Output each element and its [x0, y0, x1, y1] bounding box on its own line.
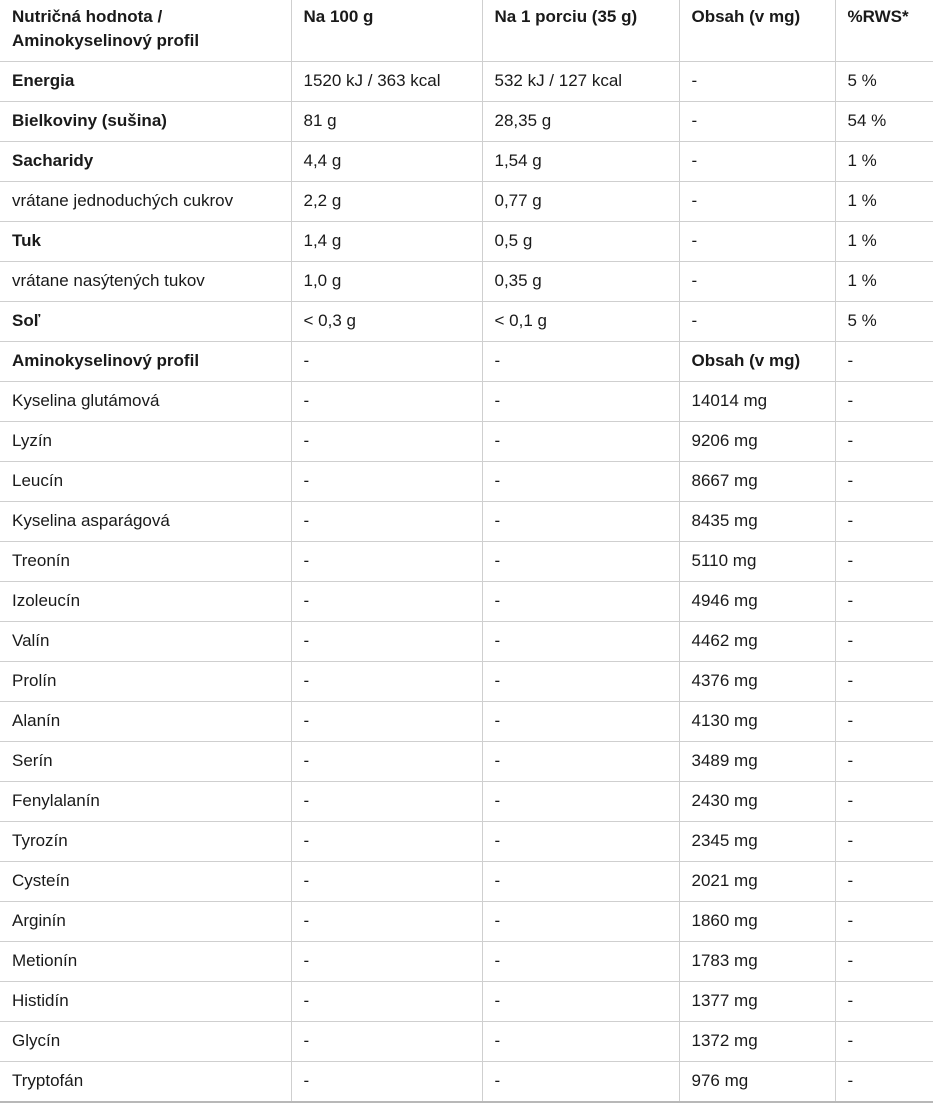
cell-content-mg: 2021 mg	[679, 862, 835, 902]
cell-per-100g: -	[291, 942, 482, 982]
cell-per-100g: < 0,3 g	[291, 302, 482, 342]
cell-rws: -	[835, 502, 933, 542]
cell-content-mg: 1372 mg	[679, 1022, 835, 1062]
cell-per-100g: 81 g	[291, 102, 482, 142]
cell-content-mg: -	[679, 102, 835, 142]
cell-per-100g: -	[291, 382, 482, 422]
cell-nutrient: Metionín	[0, 942, 291, 982]
cell-rws: -	[835, 782, 933, 822]
cell-nutrient: Izoleucín	[0, 582, 291, 622]
cell-content-mg: -	[679, 222, 835, 262]
cell-nutrient: Valín	[0, 622, 291, 662]
cell-per-portion: -	[482, 662, 679, 702]
cell-rws: 5 %	[835, 302, 933, 342]
cell-content-mg: 3489 mg	[679, 742, 835, 782]
cell-rws: -	[835, 582, 933, 622]
cell-per-100g: -	[291, 462, 482, 502]
table-row	[0, 382, 933, 422]
table-row	[0, 1062, 933, 1103]
cell-nutrient: Energia	[0, 62, 291, 102]
cell-content-mg: 5110 mg	[679, 542, 835, 582]
cell-content-mg: Obsah (v mg)	[679, 342, 835, 382]
cell-nutrient: Arginín	[0, 902, 291, 942]
cell-per-100g: -	[291, 902, 482, 942]
table-row	[0, 542, 933, 582]
cell-per-100g: -	[291, 702, 482, 742]
cell-nutrient: vrátane nasýtených tukov	[0, 262, 291, 302]
table-row	[0, 1022, 933, 1062]
table-row	[0, 502, 933, 542]
cell-rws: -	[835, 862, 933, 902]
cell-per-portion: 28,35 g	[482, 102, 679, 142]
cell-per-portion: -	[482, 542, 679, 582]
table-row	[0, 342, 933, 382]
cell-content-mg: -	[679, 182, 835, 222]
cell-per-portion: -	[482, 502, 679, 542]
cell-per-portion: -	[482, 942, 679, 982]
cell-rws: -	[835, 382, 933, 422]
table-row	[0, 742, 933, 782]
cell-rws: -	[835, 702, 933, 742]
cell-content-mg: 2345 mg	[679, 822, 835, 862]
cell-nutrient: Cysteín	[0, 862, 291, 902]
cell-rws: -	[835, 742, 933, 782]
table-row	[0, 702, 933, 742]
cell-per-portion: -	[482, 382, 679, 422]
cell-content-mg: -	[679, 262, 835, 302]
table-row	[0, 622, 933, 662]
cell-per-portion: < 0,1 g	[482, 302, 679, 342]
cell-content-mg: 1377 mg	[679, 982, 835, 1022]
table-header	[0, 0, 933, 62]
table-row	[0, 462, 933, 502]
header-content-mg: Obsah (v mg)	[679, 0, 835, 62]
table-row	[0, 942, 933, 982]
cell-content-mg: 14014 mg	[679, 382, 835, 422]
cell-per-100g: -	[291, 542, 482, 582]
cell-per-portion: -	[482, 622, 679, 662]
cell-nutrient: Sacharidy	[0, 142, 291, 182]
cell-rws: -	[835, 622, 933, 662]
cell-nutrient: Fenylalanín	[0, 782, 291, 822]
cell-content-mg: -	[679, 62, 835, 102]
cell-nutrient: Prolín	[0, 662, 291, 702]
cell-per-portion: -	[482, 1062, 679, 1103]
table-row	[0, 102, 933, 142]
cell-per-100g: 1520 kJ / 363 kcal	[291, 62, 482, 102]
cell-nutrient: Tyrozín	[0, 822, 291, 862]
table-row	[0, 262, 933, 302]
cell-per-100g: -	[291, 502, 482, 542]
table-row	[0, 822, 933, 862]
cell-nutrient: Bielkoviny (sušina)	[0, 102, 291, 142]
cell-rws: 54 %	[835, 102, 933, 142]
table-row	[0, 862, 933, 902]
cell-content-mg: -	[679, 302, 835, 342]
cell-content-mg: 8667 mg	[679, 462, 835, 502]
cell-per-portion: -	[482, 582, 679, 622]
cell-content-mg: 4946 mg	[679, 582, 835, 622]
cell-rws: -	[835, 342, 933, 382]
cell-per-portion: 0,5 g	[482, 222, 679, 262]
cell-rws: -	[835, 822, 933, 862]
cell-per-100g: -	[291, 1022, 482, 1062]
cell-per-portion: -	[482, 342, 679, 382]
cell-nutrient: Tryptofán	[0, 1062, 291, 1103]
cell-per-portion: -	[482, 822, 679, 862]
cell-per-portion: -	[482, 1022, 679, 1062]
cell-nutrient: Aminokyselinový profil	[0, 342, 291, 382]
cell-rws: -	[835, 422, 933, 462]
cell-content-mg: 8435 mg	[679, 502, 835, 542]
cell-rws: 1 %	[835, 222, 933, 262]
cell-per-100g: -	[291, 822, 482, 862]
table-body	[0, 62, 933, 1103]
cell-per-100g: -	[291, 662, 482, 702]
cell-content-mg: 1783 mg	[679, 942, 835, 982]
cell-content-mg: 1860 mg	[679, 902, 835, 942]
table-row	[0, 582, 933, 622]
cell-per-100g: -	[291, 1062, 482, 1103]
cell-per-100g: -	[291, 582, 482, 622]
header-per-100g: Na 100 g	[291, 0, 482, 62]
table-row	[0, 222, 933, 262]
table-row	[0, 982, 933, 1022]
cell-nutrient: Alanín	[0, 702, 291, 742]
cell-rws: -	[835, 1062, 933, 1103]
cell-per-100g: -	[291, 982, 482, 1022]
cell-per-100g: -	[291, 742, 482, 782]
header-per-portion: Na 1 porciu (35 g)	[482, 0, 679, 62]
cell-per-portion: -	[482, 742, 679, 782]
cell-content-mg: 2430 mg	[679, 782, 835, 822]
cell-rws: -	[835, 982, 933, 1022]
cell-per-100g: 1,4 g	[291, 222, 482, 262]
cell-nutrient: Serín	[0, 742, 291, 782]
cell-rws: -	[835, 662, 933, 702]
cell-nutrient: Soľ	[0, 302, 291, 342]
header-row	[0, 0, 933, 62]
cell-per-portion: 1,54 g	[482, 142, 679, 182]
cell-nutrient: Treonín	[0, 542, 291, 582]
cell-content-mg: -	[679, 142, 835, 182]
cell-content-mg: 4130 mg	[679, 702, 835, 742]
cell-per-portion: -	[482, 422, 679, 462]
table-row	[0, 62, 933, 102]
cell-per-portion: 0,35 g	[482, 262, 679, 302]
cell-rws: -	[835, 462, 933, 502]
cell-per-100g: 4,4 g	[291, 142, 482, 182]
cell-rws: -	[835, 902, 933, 942]
cell-nutrient: Leucín	[0, 462, 291, 502]
cell-content-mg: 976 mg	[679, 1062, 835, 1103]
cell-per-100g: 2,2 g	[291, 182, 482, 222]
cell-per-100g: -	[291, 622, 482, 662]
cell-per-portion: -	[482, 982, 679, 1022]
cell-per-100g: -	[291, 342, 482, 382]
cell-rws: 5 %	[835, 62, 933, 102]
cell-per-portion: 0,77 g	[482, 182, 679, 222]
cell-nutrient: Lyzín	[0, 422, 291, 462]
cell-per-portion: -	[482, 782, 679, 822]
header-nutrient: Nutričná hodnota / Aminokyselinový profil	[0, 0, 291, 62]
cell-per-portion: -	[482, 862, 679, 902]
table-row	[0, 422, 933, 462]
cell-rws: -	[835, 1022, 933, 1062]
cell-per-portion: -	[482, 702, 679, 742]
cell-nutrient: Histidín	[0, 982, 291, 1022]
cell-nutrient: Glycín	[0, 1022, 291, 1062]
table-row	[0, 662, 933, 702]
cell-per-100g: -	[291, 862, 482, 902]
cell-rws: 1 %	[835, 262, 933, 302]
table-row	[0, 142, 933, 182]
table-row	[0, 782, 933, 822]
cell-nutrient: Kyselina glutámová	[0, 382, 291, 422]
cell-rws: -	[835, 542, 933, 582]
cell-content-mg: 4462 mg	[679, 622, 835, 662]
cell-rws: 1 %	[835, 142, 933, 182]
cell-per-portion: 532 kJ / 127 kcal	[482, 62, 679, 102]
cell-nutrient: vrátane jednoduchých cukrov	[0, 182, 291, 222]
cell-per-portion: -	[482, 462, 679, 502]
table-row	[0, 302, 933, 342]
table-row	[0, 182, 933, 222]
cell-content-mg: 9206 mg	[679, 422, 835, 462]
cell-per-portion: -	[482, 902, 679, 942]
cell-nutrient: Tuk	[0, 222, 291, 262]
header-rws: %RWS*	[835, 0, 933, 62]
cell-content-mg: 4376 mg	[679, 662, 835, 702]
cell-rws: 1 %	[835, 182, 933, 222]
cell-per-100g: -	[291, 782, 482, 822]
cell-rws: -	[835, 942, 933, 982]
cell-per-100g: 1,0 g	[291, 262, 482, 302]
cell-nutrient: Kyselina asparágová	[0, 502, 291, 542]
table-row	[0, 902, 933, 942]
cell-per-100g: -	[291, 422, 482, 462]
